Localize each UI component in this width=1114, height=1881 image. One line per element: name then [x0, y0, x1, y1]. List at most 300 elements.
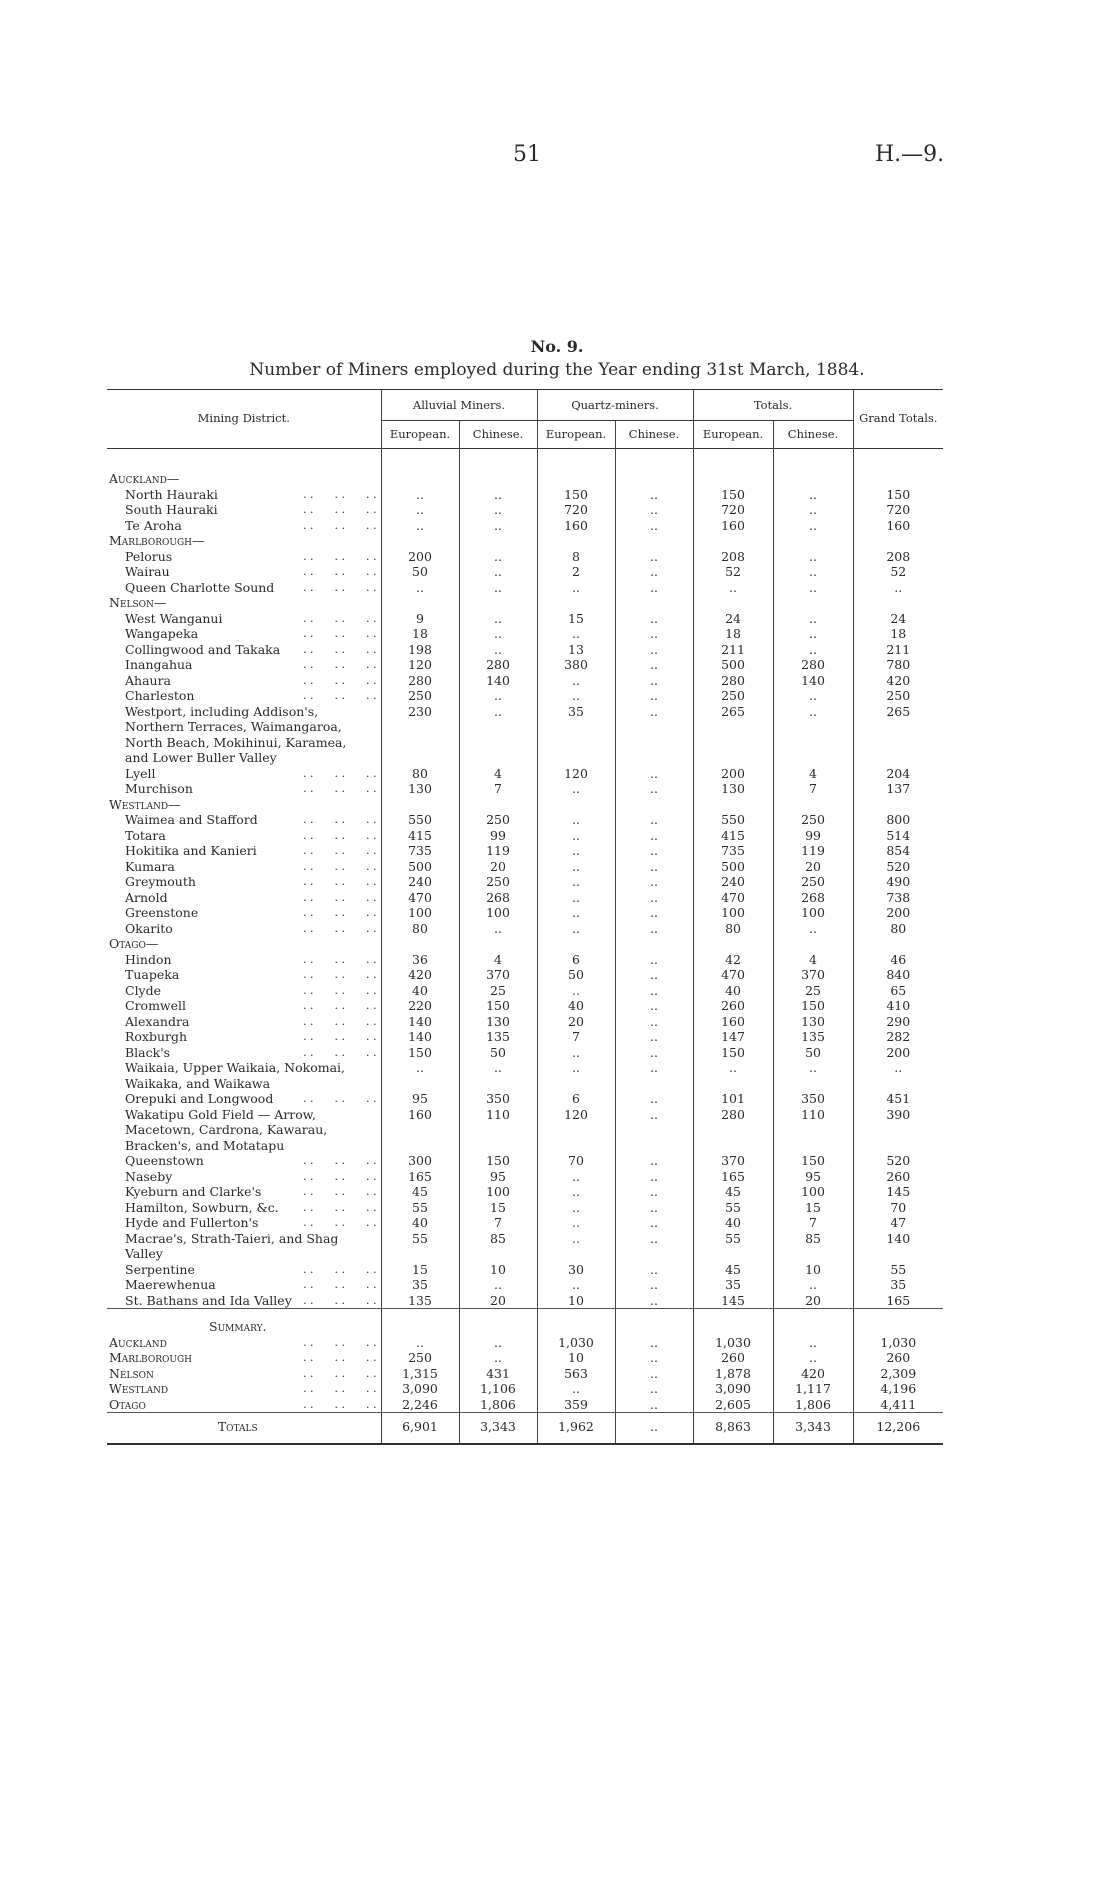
grand-total-cell: 150	[886, 486, 911, 502]
quartz-european-cell: 7	[537, 1029, 615, 1045]
totals-european-cell: 165	[693, 1169, 773, 1185]
alluvial-european-cell: 300	[381, 1153, 459, 1169]
summary-row	[107, 1335, 943, 1351]
table-row	[107, 874, 943, 890]
empty-cell	[773, 471, 853, 487]
col-quartz-chinese: Chinese.	[615, 420, 693, 449]
district-label: Charleston . .	[107, 688, 381, 704]
table-row	[107, 859, 943, 875]
alluvial-european-cell: 1,315	[381, 1366, 459, 1382]
alluvial-chinese-cell: 119	[459, 843, 537, 859]
alluvial-european-cell: 80	[381, 921, 459, 937]
quartz-chinese-cell: ..	[615, 983, 693, 999]
totals-european-cell: 470	[693, 967, 773, 983]
quartz-european-cell: ..	[537, 859, 615, 875]
district-label: Black's . .	[107, 1045, 381, 1061]
alluvial-chinese-total: 3,343	[459, 1413, 537, 1444]
quartz-chinese-cell: ..	[615, 1029, 693, 1045]
district-label: Macrae's, Strath-Taieri, and Shag Valley	[107, 1231, 381, 1262]
empty-cell	[853, 936, 943, 952]
totals-european-cell: ..	[693, 1060, 773, 1091]
totals-chinese-cell: ..	[773, 1350, 853, 1366]
empty-cell	[773, 595, 853, 611]
alluvial-chinese-cell: 250	[459, 812, 537, 828]
quartz-european-cell: 720	[537, 502, 615, 518]
quartz-chinese-cell: ..	[615, 1153, 693, 1169]
empty-cell	[615, 797, 693, 813]
alluvial-european-cell: 9	[381, 611, 459, 627]
district-label: North Hauraki . .	[107, 487, 381, 503]
grand-total-cell: 780	[886, 657, 911, 672]
alluvial-european-cell: 3,090	[381, 1381, 459, 1397]
empty-cell	[615, 936, 693, 952]
totals-chinese-cell: ..	[773, 688, 853, 704]
empty-cell	[853, 1309, 943, 1335]
table-row	[107, 642, 943, 658]
quartz-european-cell: 359	[537, 1397, 615, 1413]
col-alluvial-miners: Alluvial Miners.	[381, 390, 537, 421]
col-totals-european: European.	[693, 420, 773, 449]
empty-cell	[537, 1309, 615, 1335]
table-row	[107, 998, 943, 1014]
totals-chinese-cell: ..	[773, 518, 853, 534]
grand-total-cell: 160	[886, 517, 911, 533]
empty-cell	[615, 533, 693, 549]
totals-chinese-cell: ..	[773, 502, 853, 518]
col-totals: Totals.	[693, 390, 853, 421]
table-title: Number of Miners employed during the Year ending 31st March, 1884.	[249, 360, 865, 380]
alluvial-european-cell: 135	[381, 1293, 459, 1309]
quartz-chinese-cell: ..	[615, 1091, 693, 1107]
quartz-chinese-cell: ..	[615, 952, 693, 968]
alluvial-chinese-cell: ..	[459, 502, 537, 518]
summary-row	[107, 1366, 943, 1382]
grand-total-cell: 490	[886, 874, 911, 889]
table-row	[107, 673, 943, 689]
alluvial-chinese-cell: ..	[459, 626, 537, 642]
quartz-european-cell: 30	[537, 1262, 615, 1278]
grand-total-cell: 4,411	[880, 1396, 917, 1412]
alluvial-chinese-cell: 268	[459, 890, 537, 906]
quartz-chinese-cell: ..	[615, 1262, 693, 1278]
district-label: Roxburgh . .	[107, 1029, 381, 1045]
district-label: St. Bathans and Ida Valley . .	[107, 1293, 381, 1309]
totals-european-cell: 24	[693, 611, 773, 627]
totals-chinese-cell: 370	[773, 967, 853, 983]
quartz-chinese-cell: ..	[615, 1200, 693, 1216]
grand-total-cell: 211	[886, 641, 911, 657]
alluvial-chinese-cell: 10	[459, 1262, 537, 1278]
quartz-chinese-cell: ..	[615, 549, 693, 565]
table-row	[107, 781, 943, 797]
totals-chinese-cell: 268	[773, 890, 853, 906]
quartz-chinese-cell: ..	[615, 1366, 693, 1382]
totals-chinese-cell: ..	[773, 549, 853, 565]
grand-total-cell: 260	[886, 1350, 911, 1365]
district-label: Westport, including Addison's, Northern Terraces, Waimangaroa, North Beach, Mokihinui, Karamea, and Lower Buller Valley	[107, 704, 381, 766]
quartz-chinese-cell: ..	[615, 1045, 693, 1061]
alluvial-european-cell: 15	[381, 1262, 459, 1278]
quartz-chinese-cell: ..	[615, 1014, 693, 1030]
grand-total-cell: 260	[886, 1168, 911, 1184]
alluvial-european-cell: 40	[381, 1215, 459, 1231]
totals-european-cell: 145	[693, 1293, 773, 1309]
grand-total-cell: 47	[890, 1215, 907, 1230]
alluvial-chinese-cell: 431	[459, 1366, 537, 1382]
alluvial-european-cell: 250	[381, 1350, 459, 1366]
alluvial-european-cell: 100	[381, 905, 459, 921]
alluvial-european-cell: 198	[381, 642, 459, 658]
totals-chinese-cell: 1,117	[773, 1381, 853, 1397]
quartz-chinese-cell: ..	[615, 657, 693, 673]
table-row	[107, 1184, 943, 1200]
empty-cell	[381, 936, 459, 952]
alluvial-european-cell: ..	[381, 502, 459, 518]
district-label: Lyell . .	[107, 766, 381, 782]
alluvial-european-cell: 55	[381, 1231, 459, 1262]
quartz-european-cell: ..	[537, 781, 615, 797]
totals-european-cell: 550	[693, 812, 773, 828]
totals-european-cell: 55	[693, 1200, 773, 1216]
district-group-label: Nelson—	[107, 595, 381, 611]
alluvial-chinese-cell: ..	[459, 487, 537, 503]
district-group-label: Westland—	[107, 797, 381, 813]
grand-total-cell: 65	[890, 982, 907, 998]
quartz-chinese-total: ..	[615, 1413, 693, 1444]
totals-european-cell: 415	[693, 828, 773, 844]
table-number: No. 9.	[530, 337, 584, 356]
totals-chinese-cell: 110	[773, 1107, 853, 1154]
totals-european-cell: 45	[693, 1262, 773, 1278]
alluvial-european-cell: 470	[381, 890, 459, 906]
quartz-european-total: 1,962	[537, 1413, 615, 1444]
alluvial-chinese-cell: ..	[459, 688, 537, 704]
alluvial-chinese-cell: ..	[459, 549, 537, 565]
grand-total-cell: 208	[886, 548, 911, 564]
quartz-european-cell: ..	[537, 983, 615, 999]
empty-cell	[773, 1309, 853, 1335]
district-group-label: Marlborough—	[107, 533, 381, 549]
totals-european-cell: 720	[693, 502, 773, 518]
totals-european-cell: 280	[693, 673, 773, 689]
alluvial-chinese-cell: 100	[459, 1184, 537, 1200]
alluvial-european-cell: 280	[381, 673, 459, 689]
grand-total-cell: 80	[890, 920, 907, 936]
totals-european-cell: 470	[693, 890, 773, 906]
table-row	[107, 626, 943, 642]
totals-chinese-cell: 95	[773, 1169, 853, 1185]
alluvial-chinese-cell: 50	[459, 1045, 537, 1061]
quartz-european-cell: 160	[537, 518, 615, 534]
totals-european-cell: 160	[693, 518, 773, 534]
totals-european-cell: 35	[693, 1277, 773, 1293]
district-label: Queen Charlotte Sound . .	[107, 580, 381, 596]
grand-total-cell: 2,309	[880, 1365, 917, 1381]
table-row	[107, 1060, 943, 1091]
district-label: Kumara . .	[107, 859, 381, 875]
quartz-european-cell: ..	[537, 828, 615, 844]
district-label: Waimea and Stafford . .	[107, 812, 381, 828]
grand-total-cell: 800	[886, 812, 911, 827]
quartz-chinese-cell: ..	[615, 580, 693, 596]
table-row	[107, 1293, 943, 1309]
alluvial-chinese-cell: ..	[459, 704, 537, 766]
district-label: Greymouth . .	[107, 874, 381, 890]
quartz-chinese-cell: ..	[615, 1277, 693, 1293]
quartz-chinese-cell: ..	[615, 642, 693, 658]
alluvial-european-cell: 2,246	[381, 1397, 459, 1413]
empty-cell	[537, 533, 615, 549]
totals-chinese-cell: 7	[773, 781, 853, 797]
alluvial-chinese-cell: ..	[459, 1335, 537, 1351]
quartz-european-cell: ..	[537, 1060, 615, 1091]
alluvial-chinese-cell: 110	[459, 1107, 537, 1154]
totals-chinese-cell: 85	[773, 1231, 853, 1262]
quartz-european-cell: ..	[537, 812, 615, 828]
totals-european-cell: 160	[693, 1014, 773, 1030]
quartz-european-cell: 40	[537, 998, 615, 1014]
alluvial-european-cell: 45	[381, 1184, 459, 1200]
district-group-row	[107, 471, 943, 487]
quartz-chinese-cell: ..	[615, 967, 693, 983]
quartz-european-cell: 70	[537, 1153, 615, 1169]
table-row	[107, 1014, 943, 1030]
totals-chinese-cell: ..	[773, 1335, 853, 1351]
district-label: Te Aroha . .	[107, 518, 381, 534]
summary-district-label: Westland . .	[107, 1381, 381, 1397]
district-label: Hindon . .	[107, 952, 381, 968]
grand-total-cell: 514	[886, 827, 911, 843]
district-label: Hyde and Fullerton's . .	[107, 1215, 381, 1231]
totals-chinese-cell: ..	[773, 921, 853, 937]
alluvial-chinese-cell: 370	[459, 967, 537, 983]
alluvial-european-cell: 140	[381, 1029, 459, 1045]
alluvial-european-cell: 550	[381, 812, 459, 828]
totals-chinese-cell: ..	[773, 1277, 853, 1293]
grand-total-cell: 840	[886, 967, 911, 982]
table-row	[107, 1277, 943, 1293]
grand-total-cell: 738	[886, 889, 911, 905]
totals-european-cell: 80	[693, 921, 773, 937]
table-row	[107, 487, 943, 503]
totals-chinese-cell: 15	[773, 1200, 853, 1216]
totals-european-cell: ..	[693, 580, 773, 596]
totals-row	[107, 1413, 943, 1444]
quartz-chinese-cell: ..	[615, 1184, 693, 1200]
empty-cell	[853, 797, 943, 813]
alluvial-chinese-cell: ..	[459, 580, 537, 596]
totals-european-cell: 18	[693, 626, 773, 642]
alluvial-chinese-cell: ..	[459, 921, 537, 937]
alluvial-european-cell: 220	[381, 998, 459, 1014]
quartz-chinese-cell: ..	[615, 1397, 693, 1413]
miners-table	[107, 389, 943, 1445]
alluvial-chinese-cell: 25	[459, 983, 537, 999]
quartz-chinese-cell: ..	[615, 812, 693, 828]
district-label: Waikaia, Upper Waikaia, Nokomai, Waikaka, and Waikawa	[107, 1060, 381, 1091]
table-row	[107, 921, 943, 937]
empty-cell	[773, 533, 853, 549]
summary-district-label: Auckland . .	[107, 1335, 381, 1351]
empty-cell	[459, 471, 537, 487]
totals-european-cell: 130	[693, 781, 773, 797]
quartz-chinese-cell: ..	[615, 890, 693, 906]
quartz-european-cell: ..	[537, 905, 615, 921]
grand-total-cell: ..	[894, 1060, 903, 1075]
totals-chinese-cell: ..	[773, 580, 853, 596]
alluvial-european-cell: ..	[381, 580, 459, 596]
quartz-european-cell: 10	[537, 1293, 615, 1309]
totals-european-cell: 100	[693, 905, 773, 921]
quartz-chinese-cell: ..	[615, 998, 693, 1014]
quartz-european-cell: ..	[537, 1200, 615, 1216]
district-label: Hokitika and Kanieri . .	[107, 843, 381, 859]
alluvial-chinese-cell: 15	[459, 1200, 537, 1216]
alluvial-chinese-cell: 130	[459, 1014, 537, 1030]
totals-chinese-cell: 4	[773, 766, 853, 782]
empty-cell	[773, 936, 853, 952]
quartz-chinese-cell: ..	[615, 704, 693, 766]
totals-chinese-cell: 1,806	[773, 1397, 853, 1413]
totals-chinese-cell: 7	[773, 1215, 853, 1231]
quartz-european-cell: 6	[537, 1091, 615, 1107]
quartz-european-cell: 35	[537, 704, 615, 766]
alluvial-chinese-cell: 150	[459, 1153, 537, 1169]
empty-cell	[853, 471, 943, 487]
district-label: Serpentine . .	[107, 1262, 381, 1278]
alluvial-chinese-cell: 99	[459, 828, 537, 844]
grand-total-cell: 250	[886, 688, 911, 703]
empty-cell	[693, 936, 773, 952]
totals-chinese-cell: ..	[773, 1060, 853, 1091]
grand-total-cell: 18	[890, 626, 907, 641]
table-row	[107, 549, 943, 565]
table-row	[107, 983, 943, 999]
table-row	[107, 580, 943, 596]
grand-total-cell: 1,030	[880, 1334, 917, 1350]
alluvial-chinese-cell: ..	[459, 611, 537, 627]
district-group-row	[107, 595, 943, 611]
quartz-european-cell: 380	[537, 657, 615, 673]
alluvial-european-cell: 50	[381, 564, 459, 580]
empty-cell	[459, 1309, 537, 1335]
totals-chinese-cell: 130	[773, 1014, 853, 1030]
totals-chinese-cell: 150	[773, 1153, 853, 1169]
quartz-chinese-cell: ..	[615, 859, 693, 875]
empty-cell	[693, 595, 773, 611]
quartz-chinese-cell: ..	[615, 1350, 693, 1366]
quartz-european-cell: ..	[537, 580, 615, 596]
district-label: Kyeburn and Clarke's . .	[107, 1184, 381, 1200]
quartz-european-cell: 10	[537, 1350, 615, 1366]
grand-total-cell: 145	[886, 1184, 911, 1199]
alluvial-european-cell: 150	[381, 1045, 459, 1061]
district-label: Wakatipu Gold Field — Arrow, Macetown, Cardrona, Kawarau, Bracken's, and Motatapu	[107, 1107, 381, 1154]
summary-heading-row	[107, 1309, 943, 1335]
district-label: Hamilton, Sowburn, &c. . .	[107, 1200, 381, 1216]
grand-total-cell: 165	[886, 1292, 911, 1308]
empty-cell	[381, 1309, 459, 1335]
alluvial-chinese-cell: 20	[459, 1293, 537, 1309]
quartz-european-cell: ..	[537, 1184, 615, 1200]
quartz-european-cell: ..	[537, 1169, 615, 1185]
quartz-european-cell: ..	[537, 673, 615, 689]
alluvial-european-cell: 95	[381, 1091, 459, 1107]
table-row	[107, 905, 943, 921]
table-row	[107, 766, 943, 782]
district-label: Murchison . .	[107, 781, 381, 797]
totals-chinese-total: 3,343	[773, 1413, 853, 1444]
alluvial-european-cell: ..	[381, 1335, 459, 1351]
quartz-european-cell: 120	[537, 766, 615, 782]
totals-european-cell: 1,030	[693, 1335, 773, 1351]
table-row	[107, 1029, 943, 1045]
totals-european-cell: 52	[693, 564, 773, 580]
district-label: Arnold . .	[107, 890, 381, 906]
empty-cell	[853, 595, 943, 611]
table-row	[107, 611, 943, 627]
quartz-chinese-cell: ..	[615, 502, 693, 518]
totals-european-cell: 45	[693, 1184, 773, 1200]
table-row	[107, 564, 943, 580]
summary-heading: Summary.	[107, 1309, 381, 1335]
empty-cell	[693, 1309, 773, 1335]
district-group-row	[107, 797, 943, 813]
alluvial-european-total: 6,901	[381, 1413, 459, 1444]
totals-european-cell: 250	[693, 688, 773, 704]
quartz-european-cell: ..	[537, 1277, 615, 1293]
totals-european-cell: 150	[693, 487, 773, 503]
quartz-chinese-cell: ..	[615, 1169, 693, 1185]
grand-total-cell: 720	[886, 502, 911, 517]
quartz-chinese-cell: ..	[615, 626, 693, 642]
totals-european-cell: 42	[693, 952, 773, 968]
table-row	[107, 812, 943, 828]
grand-total-cell: ..	[894, 579, 903, 595]
alluvial-chinese-cell: ..	[459, 642, 537, 658]
alluvial-european-cell: 250	[381, 688, 459, 704]
district-label: Totara . .	[107, 828, 381, 844]
totals-european-cell: 2,605	[693, 1397, 773, 1413]
grand-total-cell: 52	[890, 564, 907, 579]
totals-chinese-cell: 250	[773, 874, 853, 890]
totals-chinese-cell: 20	[773, 1293, 853, 1309]
quartz-chinese-cell: ..	[615, 1107, 693, 1154]
district-label: Wangapeka . .	[107, 626, 381, 642]
quartz-chinese-cell: ..	[615, 781, 693, 797]
empty-cell	[615, 471, 693, 487]
district-label: Clyde . .	[107, 983, 381, 999]
grand-total-cell: 200	[886, 1044, 911, 1060]
totals-european-cell: 240	[693, 874, 773, 890]
alluvial-chinese-cell: ..	[459, 1350, 537, 1366]
totals-chinese-cell: ..	[773, 642, 853, 658]
quartz-european-cell: 150	[537, 487, 615, 503]
totals-european-cell: 260	[693, 1350, 773, 1366]
totals-chinese-cell: ..	[773, 611, 853, 627]
quartz-chinese-cell: ..	[615, 1381, 693, 1397]
alluvial-european-cell: 36	[381, 952, 459, 968]
totals-chinese-cell: ..	[773, 487, 853, 503]
totals-chinese-cell: 420	[773, 1366, 853, 1382]
empty-cell	[693, 533, 773, 549]
empty-cell	[381, 533, 459, 549]
totals-chinese-cell: 20	[773, 859, 853, 875]
quartz-european-cell: 563	[537, 1366, 615, 1382]
quartz-chinese-cell: ..	[615, 518, 693, 534]
grand-total-cell: 282	[886, 1029, 911, 1044]
table-row	[107, 688, 943, 704]
